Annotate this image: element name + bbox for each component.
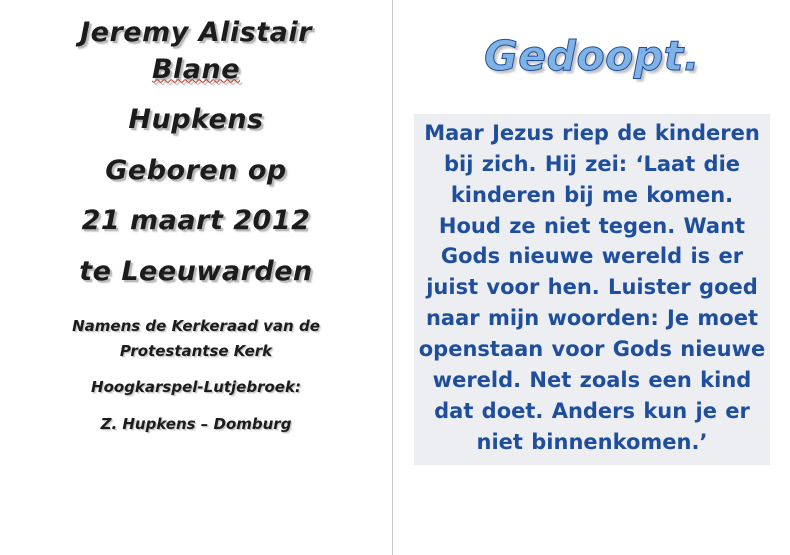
church-location-line: Hoogkarspel-Lutjebroek: bbox=[91, 378, 301, 397]
right-panel bbox=[392, 0, 790, 555]
child-first-middle-name: Jeremy Alistair bbox=[80, 17, 312, 48]
church-council-line-1: Namens de Kerkeraad van de bbox=[72, 317, 320, 336]
born-on-label: Geboren op bbox=[105, 154, 287, 186]
signatory-name: Z. Hupkens – Domburg bbox=[100, 414, 292, 433]
birth-place: te Leeuwarden bbox=[79, 255, 313, 287]
child-last-name-part: Blane bbox=[151, 53, 241, 85]
birth-date: 21 maart 2012 bbox=[81, 205, 311, 237]
left-panel bbox=[0, 0, 392, 555]
scripture-verse: Maar Jezus riep de kinderen bij zich. Hij zei: ‘Laat die kinderen bij me komen. Houd ze niet tegen. Want Gods nieuwe wereld is er juist voor hen. Luister goed naar mijn woorden: Je moet openstaan voor Gods nieuwe wereld. Net zoals een kind dat doet. Anders kun je er niet binnenkomen.’ bbox=[414, 114, 770, 465]
family-name: Hupkens bbox=[128, 104, 264, 136]
page-title: Gedoopt. bbox=[484, 32, 700, 80]
church-council-line-2: Protestantse Kerk bbox=[119, 341, 273, 360]
